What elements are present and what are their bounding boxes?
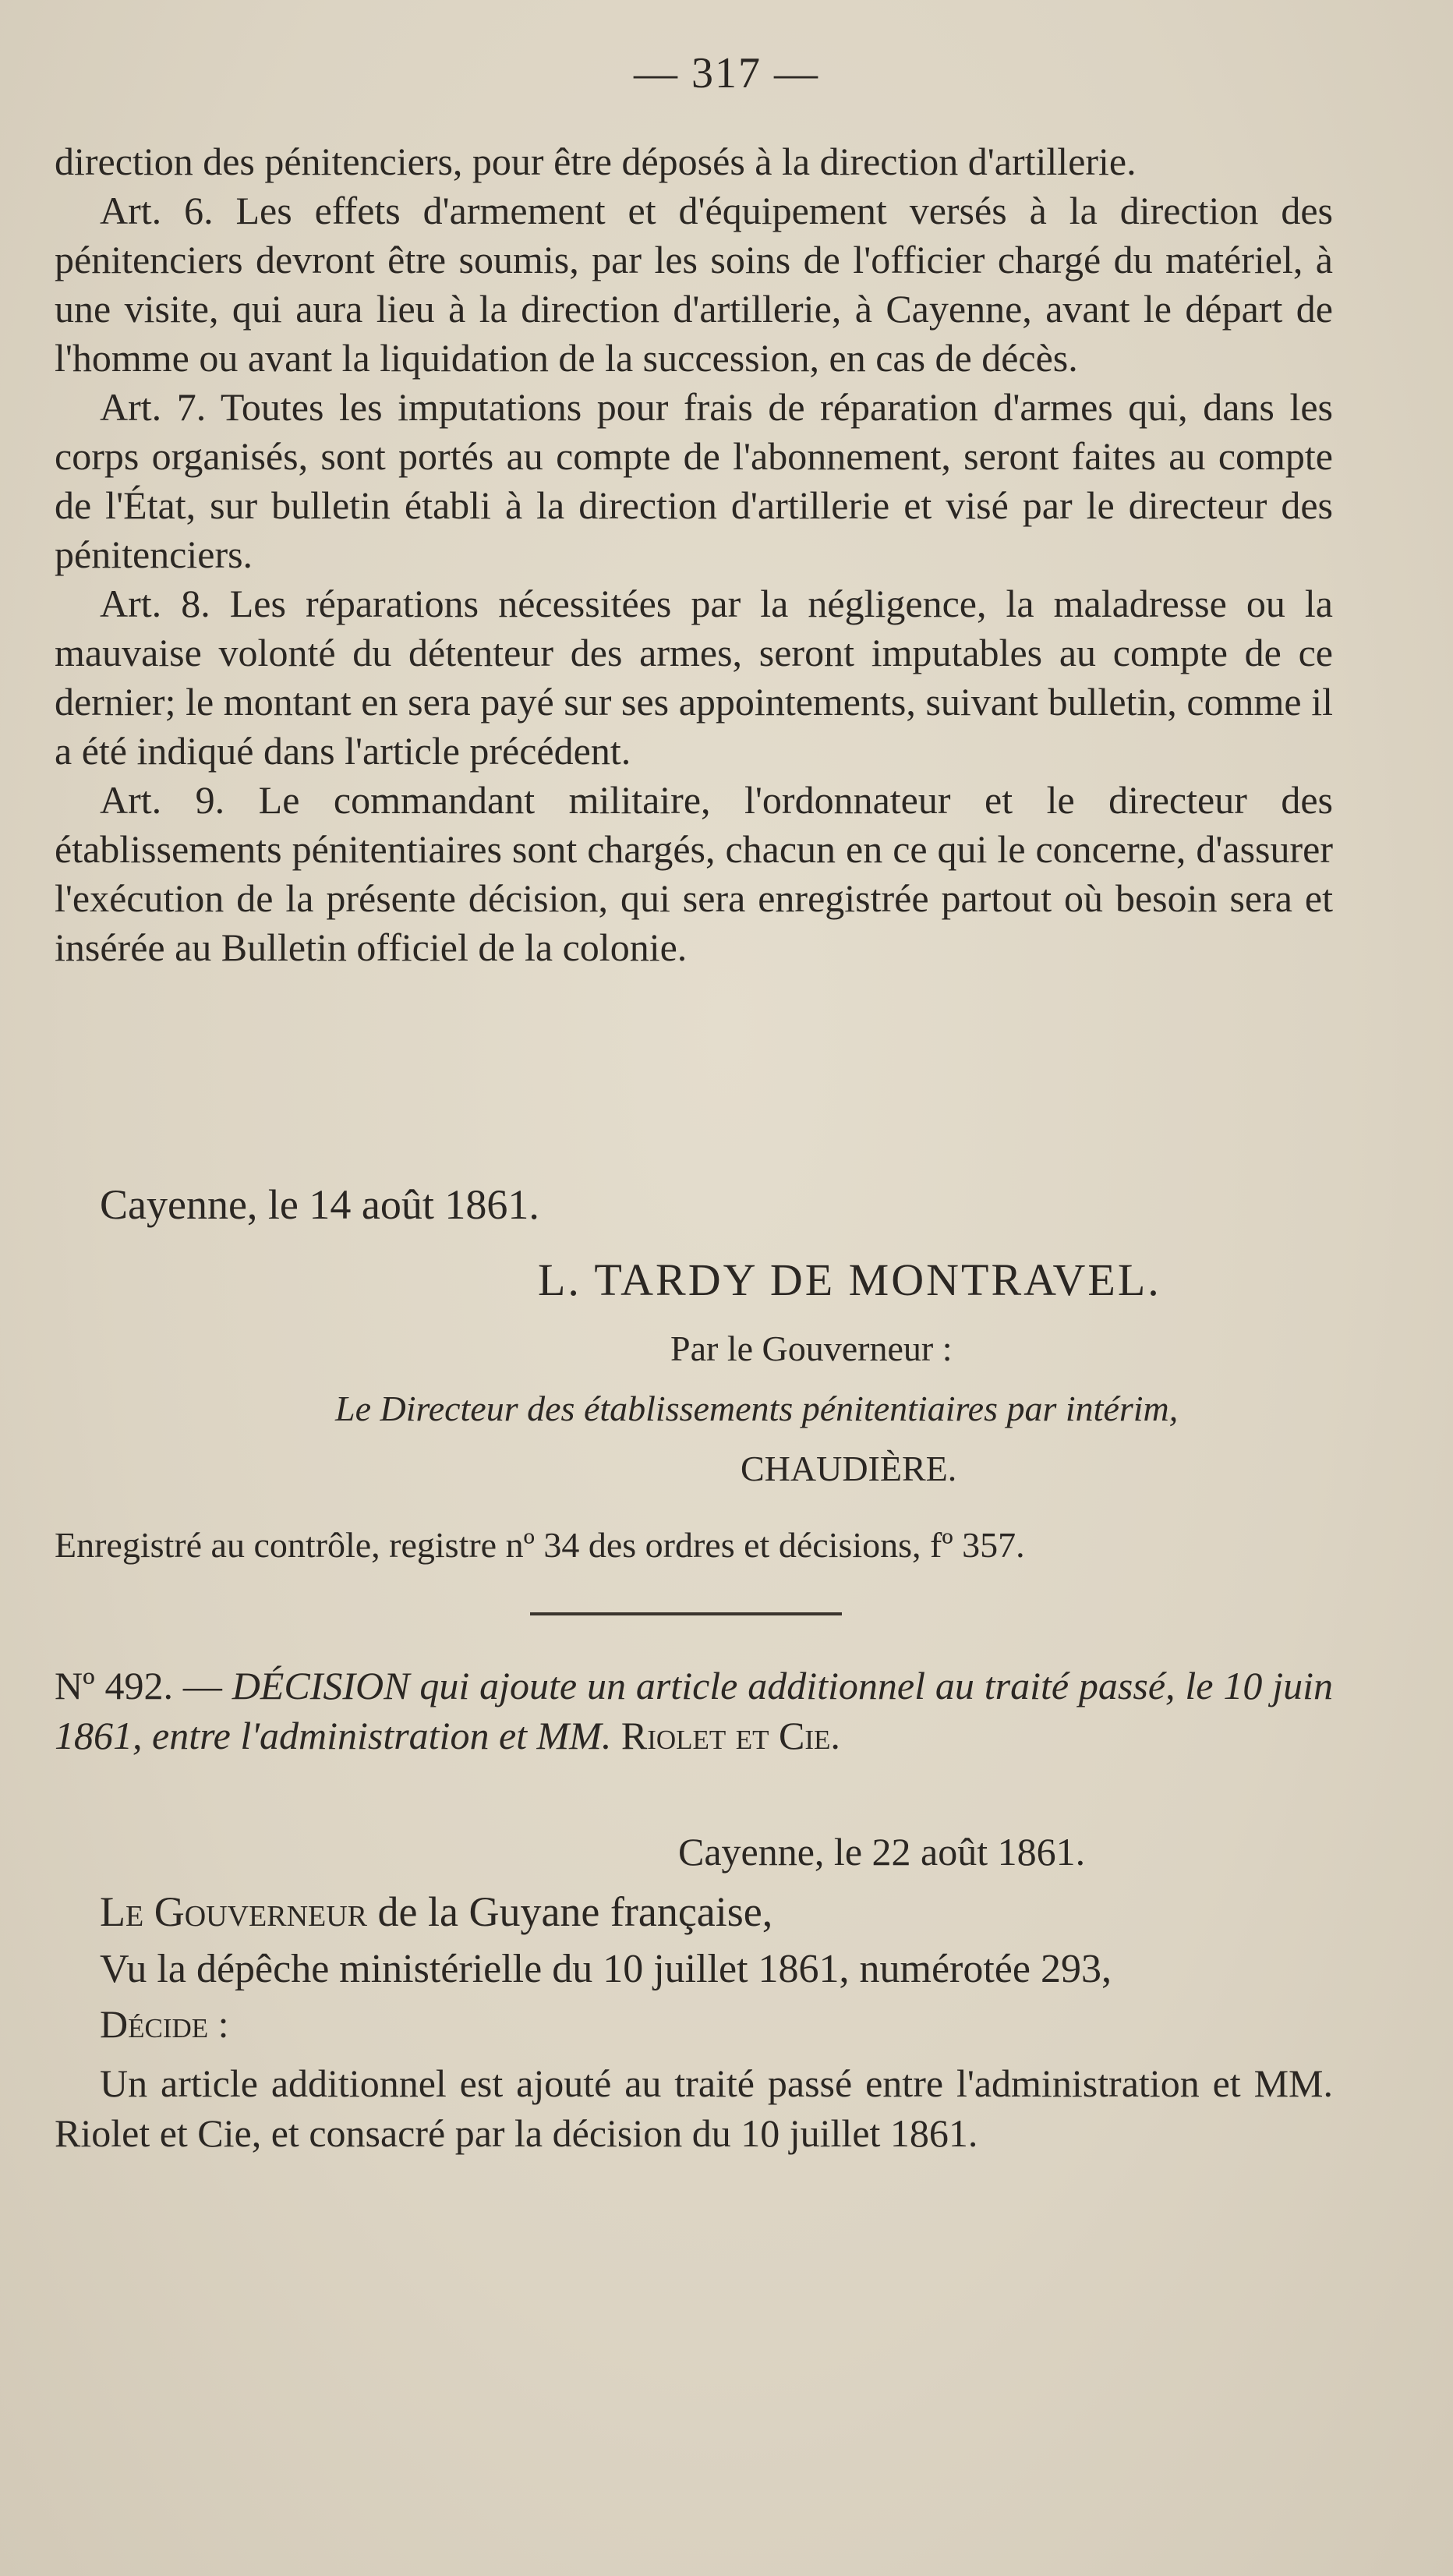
place-date: Cayenne, le 14 août 1861. [100,1181,539,1228]
governor-line-rest: de la Guyane française, [367,1888,773,1935]
considering-line: Vu la dépêche ministérielle du 10 juillet 1861, numérotée 293, [100,1947,1112,1991]
decision-place-date: Cayenne, le 22 août 1861. [678,1830,1086,1874]
governor-line [100,1888,772,1935]
governor-signature: L. TARDY DE MONTRAVEL. [538,1254,1161,1305]
decision-body: Un article additionnel est ajouté au traité passé entre l'administration et MM. Riolet et Cie, et consacré par la décision du 10 juillet 1861. [55,2061,1333,2155]
article-6: Art. 6. Les effets d'armement et d'équipement versés à la direction des pénitenciers devront être soumis, par les soins de l'officier chargé du matériel, à une visite, qui aura lieu à la direction d'artillerie, à Cayenne, avant le départ de l'homme ou avant la liquidation de la succession, en cas de décès. [55,189,1333,380]
decision-parties: Riolet et Cie. [620,1714,840,1757]
decision-number: Nº 492. — [55,1664,222,1707]
paragraph-continuation: direction des pénitenciers, pour être déposés à la direction d'artillerie. [55,140,1137,183]
body-text [55,137,1333,972]
registration-note: Enregistré au contrôle, registre nº 34 des ordres et décisions, fº 357. [55,1525,1025,1565]
decision-body-block [55,2058,1333,2158]
decision-title: DÉCISION qui ajoute un article additionnel au traité passé, le 10 juin 1861, entre l'administration et MM. [55,1664,1334,1757]
decision-heading [55,1661,1333,1760]
page-number: — 317 — [634,49,819,97]
section-divider [530,1612,842,1615]
article-9: Art. 9. Le commandant militaire, l'ordonnateur et le directeur des établissements pénitentiaires sont chargés, chacun en ce qui le concerne, d'assurer l'exécution de la présente décision, qui sera enregistrée partout où besoin sera et insérée au Bulletin officiel de la colonie. [55,778,1333,969]
decides-label: Décide : [100,2002,229,2046]
director-name: CHAUDIÈRE. [741,1449,957,1488]
governor-label: Le Gouverneur [100,1888,368,1935]
director-title: Le Directeur des établissements pénitentiaires par intérim, [335,1389,1179,1428]
article-8: Art. 8. Les réparations nécessitées par la négligence, la maladresse ou la mauvaise volonté du détenteur des armes, seront imputables au compte de ce dernier; le montant en sera payé sur ses appointements, suivant bulletin, comme il a été indiqué dans l'article précédent. [55,582,1333,773]
article-7: Art. 7. Toutes les imputations pour frais de réparation d'armes qui, dans les corps organisés, sont portés au compte de l'abonnement, seront faites au compte de l'État, sur bulletin établi à la direction d'artillerie et visé par le directeur des pénitenciers. [55,385,1333,576]
by-governor: Par le Gouverneur : [670,1329,953,1368]
